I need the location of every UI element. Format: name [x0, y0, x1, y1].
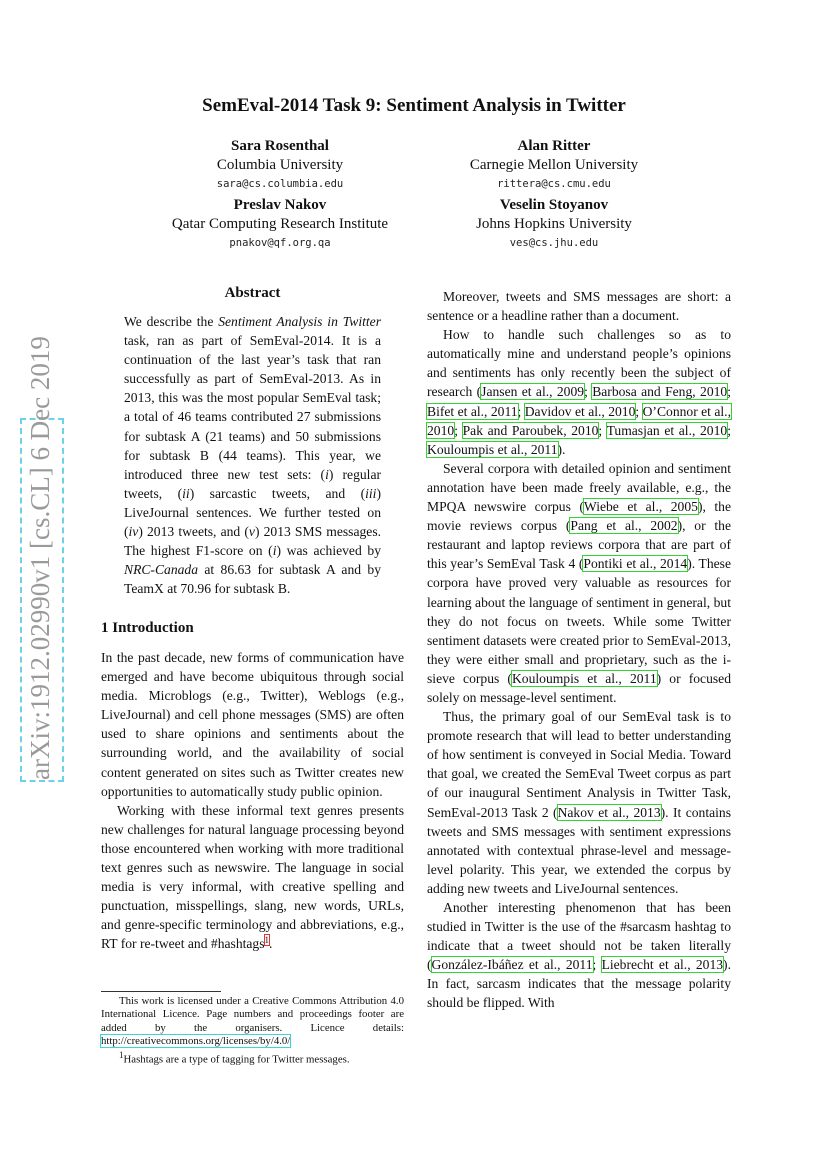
author-affiliation: Qatar Computing Research Institute [171, 216, 389, 232]
license-text: This work is licensed under a Creative Commons Attribution 4.0 International Licence. Page numbers and proceedings footer are added by the organisers. Licence details: [101, 995, 404, 1034]
abstract-text: ) regular tweets, ( [124, 466, 382, 501]
intro-paragraph [101, 801, 404, 954]
body-paragraph [427, 459, 731, 707]
right-column-body [427, 287, 731, 1013]
abstract-heading: Abstract [224, 285, 281, 301]
citation-link[interactable]: Pak and Paroubek, 2010 [462, 422, 599, 438]
citation-link[interactable]: Liebrecht et al., 2013 [601, 957, 724, 973]
body-paragraph [427, 707, 731, 898]
intro-paragraph: In the past decade, new forms of communication have emerged and have become ubiquitous through social media. Microblogs (e.g., Twitter), Weblogs (e.g., LiveJournal) and cell phone messages (SMS) are often used to share opinions and sentiments about the surrounding world, and the availability of social content generated on sites such as Twitter creates new opportunities to automatically study public opinion. [101, 650, 404, 799]
abstract-text: ) sarcastic tweets, and ( [189, 485, 366, 501]
author-name: Sara Rosenthal [231, 138, 329, 154]
author-block-rosenthal [150, 137, 410, 193]
abstract-text: We describe the [124, 314, 219, 329]
author-name: Preslav Nakov [233, 197, 327, 213]
author-block-ritter [424, 137, 684, 193]
author-email: ves@cs.jhu.edu [509, 237, 599, 249]
body-text: ), or the restaurant and laptop reviews corpora that are part of this year’s SemEval Task 4 ( [427, 518, 731, 572]
body-paragraph: Another interesting phenomenon that has been studied in Twitter is the use of the #sarcasm hashtag to indicate that a tweet should not be taken literally (González-Ibáñez et al., 2011; Liebrecht et al., 2013). In fact, sarcasm indicates that the message polarity should be flipped. With [427, 900, 731, 1011]
license-url-link[interactable]: http://creativecommons.org/licenses/by/4.0/ [101, 1035, 291, 1048]
citation-link[interactable]: Barbosa and Feng, 2010 [592, 384, 728, 400]
citation-link[interactable]: Jansen et al., 2009 [481, 384, 585, 400]
author-affiliation: Johns Hopkins University [476, 216, 632, 232]
abstract-team-name: NRC-Canada [124, 562, 199, 578]
footnote-1-mark: 1 [119, 1049, 124, 1060]
abstract-text: at 86.63 for subtask A and by TeamX at 70.96 for subtask B. [124, 562, 381, 597]
body-text: ). It contains tweets and SMS messages with sentiment expressions annotated with contextual phrase-level and message-level polarity. This year, we extended the corpus by adding new tweets and LiveJournal sentences. [427, 804, 732, 896]
author-block-nakov [140, 196, 420, 252]
citation-link[interactable]: Pontiki et al., 2014 [583, 556, 688, 572]
abstract-roman: i [325, 466, 329, 482]
arxiv-sidebar-id[interactable]: arXiv:1912.02990v1 [cs.CL] 6 Dec 2019 [20, 418, 64, 782]
citation-link[interactable]: Pang et al., 2002 [570, 518, 678, 534]
citation-link[interactable]: Kouloumpis et al., 2011 [511, 670, 657, 686]
body-text: ) or focused solely on message-level sentiment. [427, 670, 732, 705]
citation-link[interactable]: Tumasjan et al., 2010 [606, 422, 728, 438]
citation-link[interactable]: González-Ibáñez et al., 2011 [431, 957, 593, 973]
body-paragraph: How to handle such challenges so as to automatically mine and understand people’s opinions and sentiments has only recently been the subject of research (Jansen et al., 2009; Barbosa and Feng, 2010; Bifet et al., 2011; Davidov et al., 2010; O’Connor et al., 2010; Pak and Paroubek, 2010; Tumasjan et al., 2010; Kouloumpis et al., 2011). [427, 327, 731, 457]
body-text: How to handle such challenges so as to automatically mine and understand people’s opinions and sentiments has only recently been the subject of research ( [427, 327, 731, 400]
abstract-body [124, 312, 381, 598]
abstract-roman: iv [128, 524, 139, 540]
intro-text: Working with these informal text genres presents new challenges for natural language processing beyond those encountered when working with more traditional text genres such as newswire. The language in social media is very informal, with creative spelling and punctuation, misspellings, slang, new words, URLs, and genre-specific terminology and abbreviations, e.g., RT for re-tweet and #hashtags [101, 802, 404, 952]
citation-link[interactable]: Kouloumpis et al., 2011 [427, 441, 558, 457]
footnote-link[interactable]: 1 [264, 934, 270, 945]
license-footnote [101, 995, 404, 1049]
author-name: Veselin Stoyanov [499, 197, 609, 213]
body-paragraph: Moreover, tweets and SMS messages are short: a sentence or a headline rather than a document. [427, 289, 731, 324]
author-email: pnakov@qf.org.qa [229, 237, 331, 249]
footnotes [101, 995, 404, 1067]
body-text: Thus, the primary goal of our SemEval task is to promote research that will lead to better understanding of how sentiment is conveyed in Social Media. Toward that goal, we created the SemEval Tweet corpus as part of our inaugural Sentiment Analysis in Twitter Task, SemEval-2013 Task 2 ( [427, 709, 731, 820]
body-text: ). In fact, sarcasm indicates that the message polarity should be flipped. With [427, 957, 731, 1011]
abstract-text: ) LiveJournal sentences. We further tested on ( [124, 485, 381, 540]
author-affiliation: Carnegie Mellon University [469, 157, 639, 173]
paper-title: SemEval-2014 Task 9: Sentiment Analysis in Twitter [202, 95, 626, 116]
abstract-roman: iii [365, 485, 377, 501]
abstract-text: ) was achieved by [276, 543, 381, 559]
abstract-text: ) 2013 tweets, and ( [138, 524, 249, 540]
section-heading-introduction: 1 Introduction [101, 620, 194, 636]
abstract-roman: ii [182, 485, 190, 501]
author-email: sara@cs.columbia.edu [216, 178, 344, 190]
abstract-roman: i [272, 543, 277, 559]
footnote-1-text: Hashtags are a type of tagging for Twitter messages. [123, 1053, 350, 1066]
abstract-task-name: Sentiment Analysis in Twitter [218, 314, 381, 329]
author-email: rittera@cs.cmu.edu [497, 178, 611, 190]
body-text: Another interesting phenomenon that has been studied in Twitter is the use of the #sarcasm hashtag to indicate that a tweet should not be taken literally ( [427, 900, 731, 973]
body-text: ). These corpora have proved very valuable as resources for learning about the language of sentiment in general, but they do not focus on tweets. While some Twitter sentiment datasets were created prior to SemEval-2013, they were either small and proprietary, such as the i-sieve corpus ( [427, 556, 731, 686]
author-affiliation: Columbia University [216, 157, 344, 173]
citation-link[interactable]: Bifet et al., 2011 [427, 403, 518, 419]
abstract-text: ) 2013 SMS messages. The highest F1-score on ( [124, 524, 382, 559]
citation-link[interactable]: O’Connor et al., 2010 [427, 403, 731, 438]
intro-text: . [269, 936, 273, 952]
author-block-stoyanov [424, 196, 684, 252]
body-text: ), the movie reviews corpus ( [427, 499, 731, 534]
author-name: Alan Ritter [517, 138, 591, 154]
intro-body [101, 648, 404, 954]
abstract-roman: v [248, 524, 255, 540]
citation-link[interactable]: Nakov et al., 2013 [557, 804, 661, 820]
footnote-1 [101, 1049, 404, 1067]
body-text: Several corpora with detailed opinion and sentiment annotation have been made freely available, e.g., the MPQA newswire corpus ( [427, 460, 731, 515]
citation-link[interactable]: Davidov et al., 2010 [524, 403, 636, 419]
citation-link[interactable]: Wiebe et al., 2005 [583, 499, 698, 515]
footnote-rule [101, 991, 221, 992]
abstract-text: task, ran as part of SemEval-2014. It is a continuation of the last year’s task that ran successfully as part of SemEval-2013. As in 2013, this was the most popular SemEval task; a total of 46 teams contributed 27 submissions for subtask A (21 teams) and 50 submissions for subtask B (44 teams). This year, we introduced three new test sets: ( [124, 333, 381, 482]
